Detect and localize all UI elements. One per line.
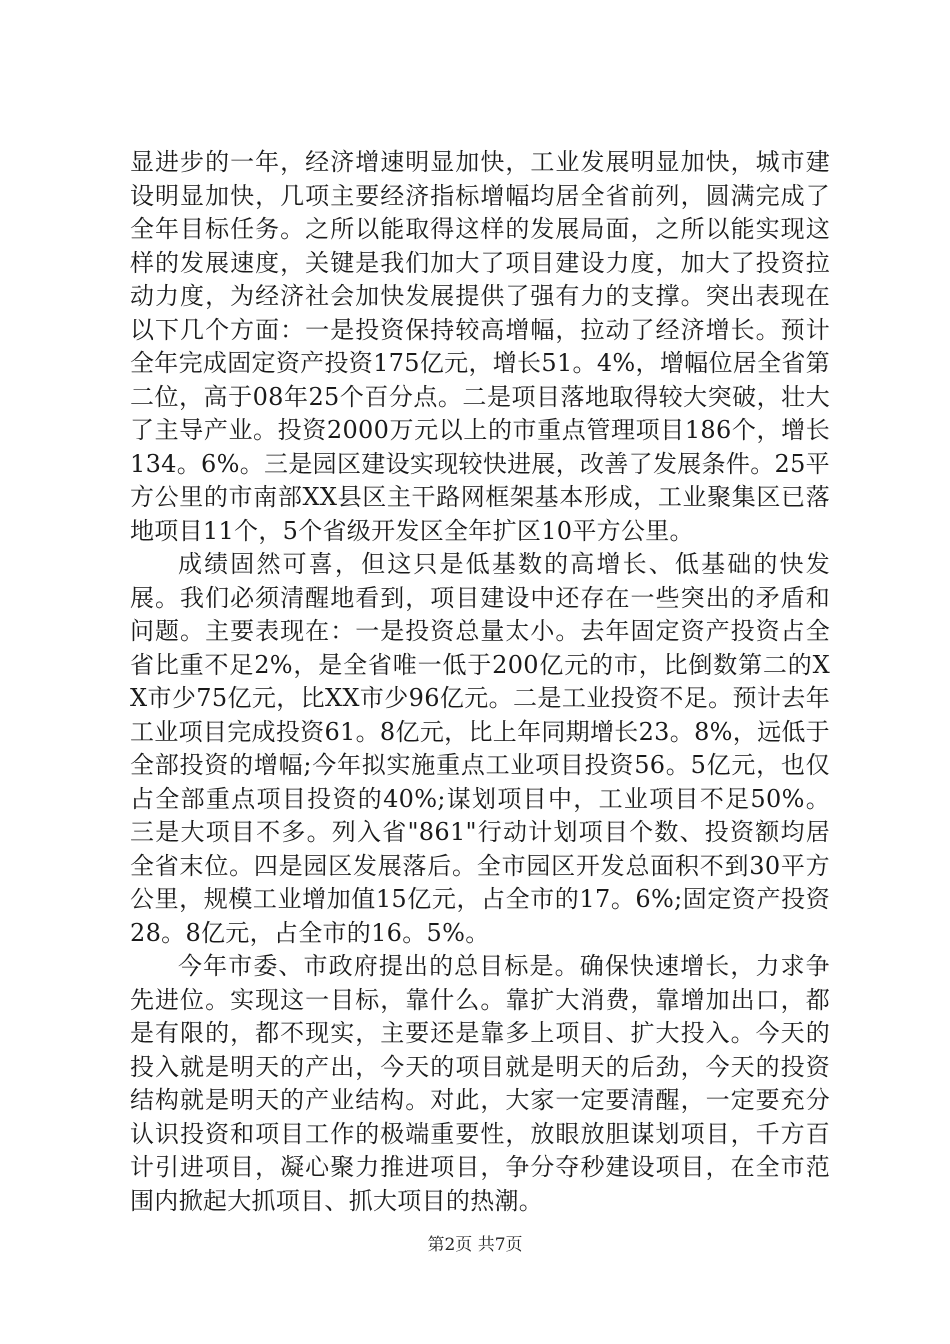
paragraph-1: 显进步的一年，经济增速明显加快，工业发展明显加快，城市建设明显加快，几项主要经济指标增幅均居全省前列，圆满完成了全年目标任务。之所以能取得这样的发展局面，之所以能实现这样的发展速度，关键是我们加大了项目建设力度，加大了投资拉动力度，为经济社会加快发展提供了强有力的支撑。突出表现在以下几个方面：一是投资保持较高增幅，拉动了经济增长。预计全年完成固定资产投资175亿元，增长51。4%，增幅位居全省第二位，高于08年25个百分点。二是项目落地取得较大突破，壮大了主导产业。投资2000万元以上的市重点管理项目186个，增长134。6%。三是园区建设实现较快进展，改善了发展条件。25平方公里的市南部XX县区主干路网框架基本形成，工业聚集区已落地项目11个，5个省级开发区全年扩区10平方公里。	[130, 148, 830, 545]
paragraph-2: 成绩固然可喜，但这只是低基数的高增长、低基础的快发展。我们必须清醒地看到，项目建设中还存在一些突出的矛盾和问题。主要表现在：一是投资总量太小。去年固定资产投资占全省比重不足2%，是全省唯一低于200亿元的市，比倒数第二的XX市少75亿元，比XX市少96亿元。二是工业投资不足。预计去年工业项目完成投资61。8亿元，比上年同期增长23。8%，远低于全部投资的增幅;今年拟实施重点工业项目投资56。5亿元，也仅占全部重点项目投资的40%;谋划项目中，工业项目不足50%。三是大项目不多。列入省"861"行动计划项目个数、投资额均居全省末位。四是园区发展落后。全市园区开发总面积不到30平方公里，规模工业增加值15亿元，占全市的17。6%;固定资产投资28。8亿元，占全市的16。5%。	[130, 550, 830, 947]
paragraph-3: 今年市委、市政府提出的总目标是。确保快速增长，力求争先进位。实现这一目标，靠什么。靠扩大消费，靠增加出口，都是有限的，都不现实，主要还是靠多上项目、扩大投入。今天的投入就是明天的产出，今天的项目就是明天的后劲，今天的投资结构就是明天的产业结构。对此，大家一定要清醒，一定要充分认识投资和项目工作的极端重要性，放眼放胆谋划项目，千方百计引进项目，凝心聚力推进项目，争分夺秒建设项目，在全市范围内掀起大抓项目、抓大项目的热潮。	[130, 952, 830, 1215]
document-body	[130, 146, 830, 1218]
page-number-footer: 第2页 共7页	[427, 1235, 523, 1255]
